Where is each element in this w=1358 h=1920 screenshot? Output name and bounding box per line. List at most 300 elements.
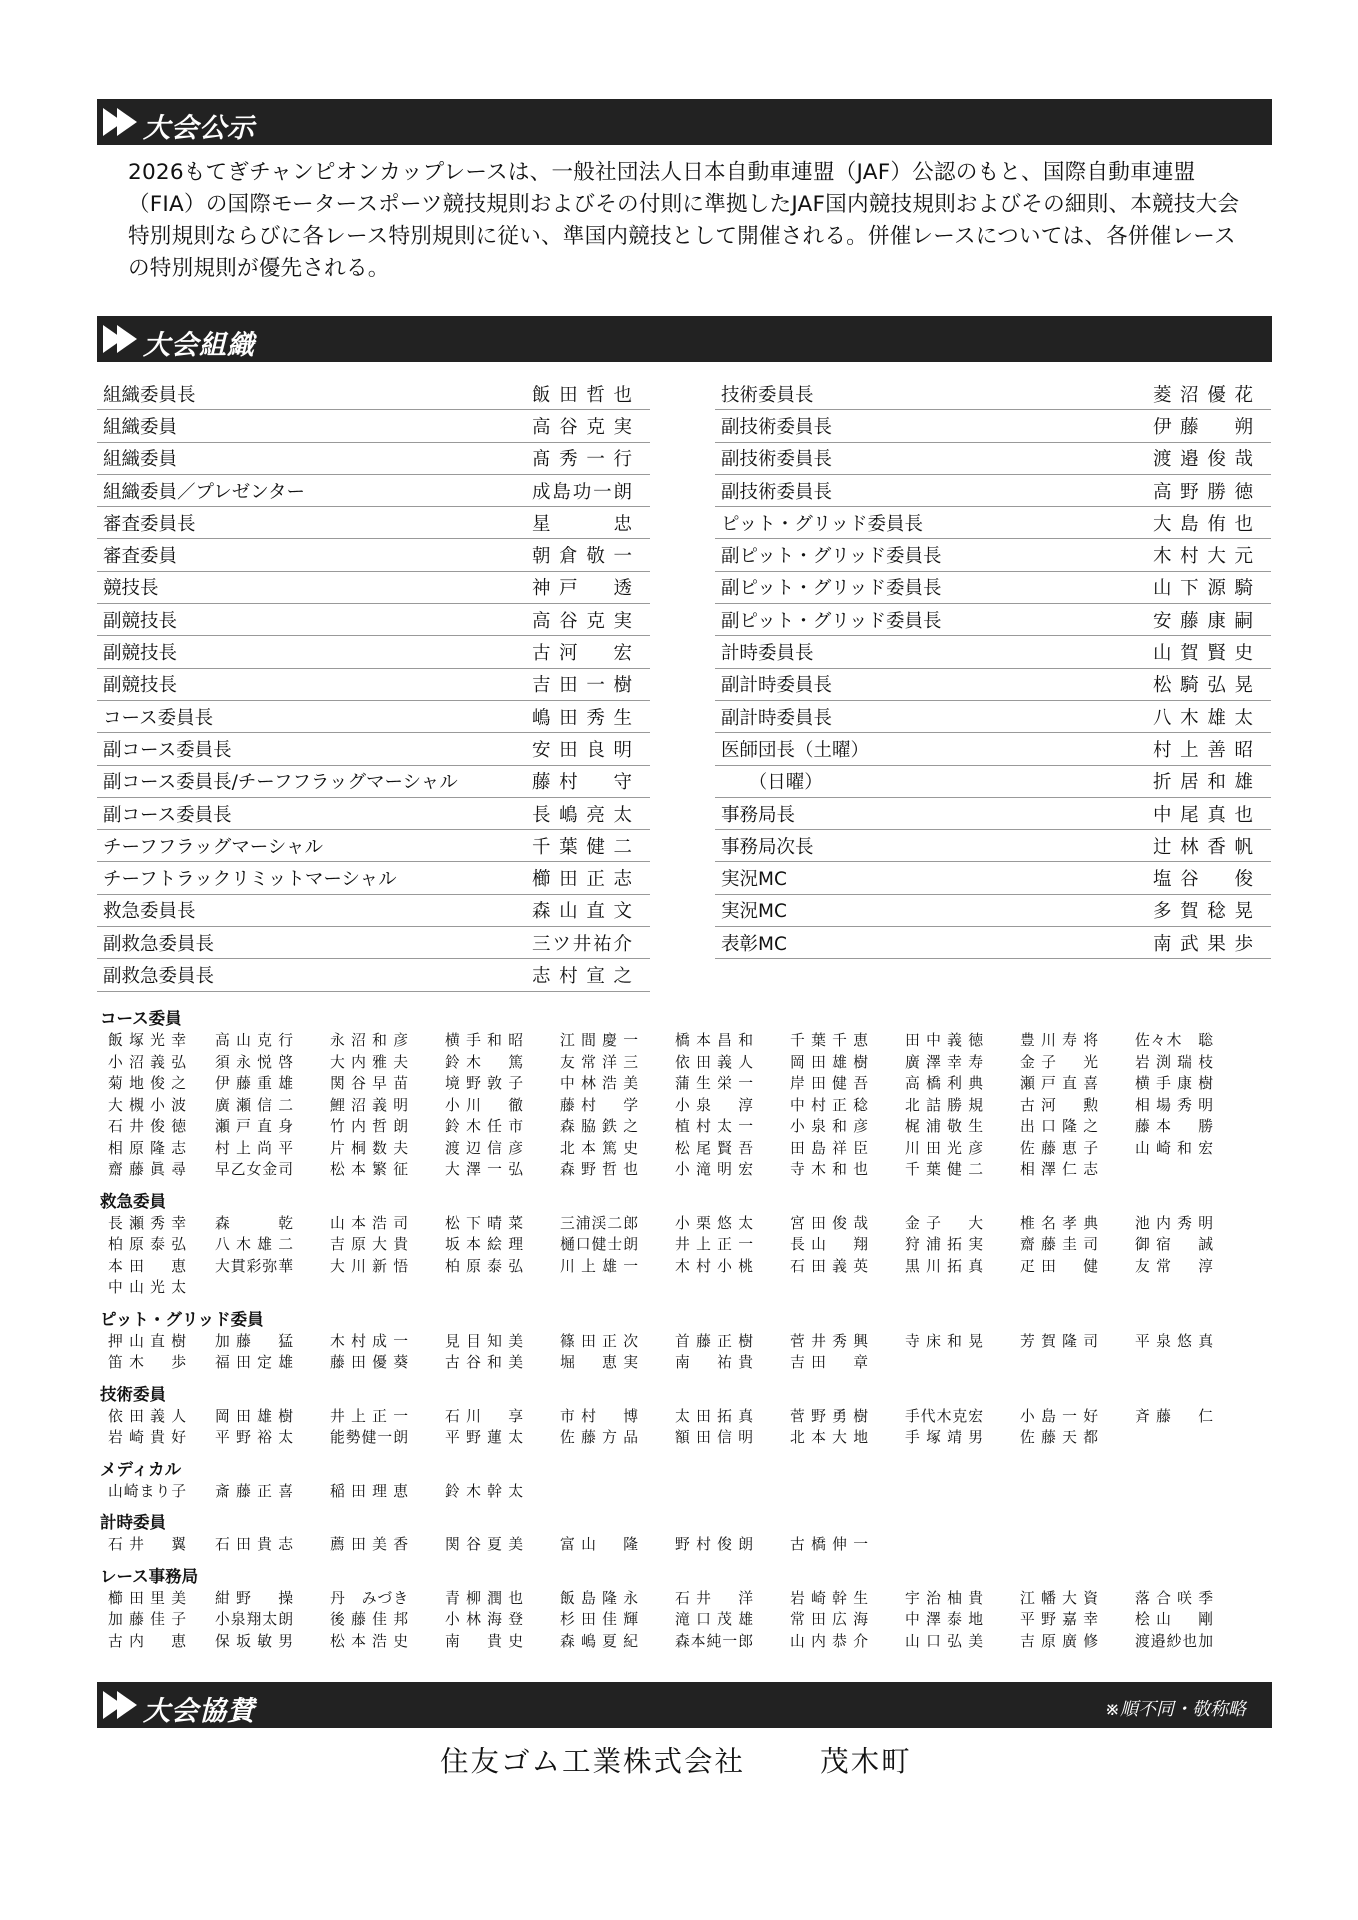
staff-name: 長瀬秀幸 <box>108 1214 186 1232</box>
staff-name: 八木雄二 <box>215 1236 293 1253</box>
official-name: 神戸 透 <box>532 578 632 600</box>
official-name: 山下源騎 <box>1153 578 1253 600</box>
staff-row <box>100 1213 1272 1235</box>
staff-name: 木村小桃 <box>675 1257 753 1275</box>
staff-name: 木村成一 <box>330 1332 408 1350</box>
official-role: 副計時委員長 <box>721 675 833 697</box>
sponsor-name: 住友ゴム工業株式会社 <box>440 1745 746 1778</box>
official-name: 八木雄太 <box>1153 707 1253 729</box>
staff-group <box>100 1309 1272 1374</box>
staff-name: 滝口茂雄 <box>675 1611 753 1628</box>
staff-name: 笛木 歩 <box>108 1354 186 1371</box>
staff-name: 菊地俊之 <box>108 1075 186 1092</box>
staff-group <box>100 1566 1272 1653</box>
staff-name: 佐々木 聡 <box>1135 1032 1213 1049</box>
staff-name: 森野哲也 <box>560 1161 638 1178</box>
staff-name: 佐藤天都 <box>1020 1429 1098 1446</box>
official-row <box>715 927 1271 959</box>
staff-name: 依田義人 <box>675 1053 753 1071</box>
official-role: 副ピット・グリッド委員長 <box>721 610 942 632</box>
staff-name: 古橋伸一 <box>790 1536 868 1553</box>
official-row <box>97 669 650 701</box>
official-row <box>715 669 1271 701</box>
staff-group <box>100 1512 1272 1556</box>
staff-name: 松本浩史 <box>330 1632 408 1650</box>
staff-name: 額田信明 <box>675 1429 753 1446</box>
official-role: （日曜） <box>721 772 823 794</box>
staff-name: 石井 翼 <box>108 1536 186 1553</box>
staff-name: 富山 隆 <box>560 1536 638 1553</box>
official-name: 櫛田正志 <box>532 869 632 891</box>
staff-row <box>100 1095 1272 1117</box>
staff-name: 中澤泰地 <box>905 1611 983 1628</box>
section-header-sponsors <box>97 1682 1272 1728</box>
official-name: 渡邉俊哉 <box>1153 449 1253 471</box>
staff-name: 斉藤 仁 <box>1135 1407 1213 1425</box>
staff-name: 吉原大貴 <box>330 1236 408 1253</box>
staff-name: 市村 博 <box>560 1407 638 1425</box>
official-role: 実況MC <box>721 901 787 923</box>
official-name: 塩谷 俊 <box>1153 869 1253 891</box>
staff-name: 大内雅夫 <box>330 1053 408 1071</box>
staff-name: 中山光太 <box>108 1279 186 1296</box>
staff-row <box>100 1534 1272 1556</box>
staff-name: 見目知美 <box>445 1332 523 1350</box>
staff-group <box>100 1384 1272 1449</box>
staff-name: 森脇鉄之 <box>560 1118 638 1135</box>
official-role: 計時委員長 <box>721 643 814 665</box>
staff-name: 井上正一 <box>330 1407 408 1425</box>
official-role: 副技術委員長 <box>721 481 833 503</box>
staff-name: 加藤佳子 <box>108 1611 186 1628</box>
staff-group <box>100 1008 1272 1181</box>
staff-name: 斎藤正喜 <box>215 1482 293 1500</box>
staff-name: 山口弘美 <box>905 1632 983 1650</box>
staff-row <box>100 1331 1272 1353</box>
official-name: 松騎弘晃 <box>1153 675 1253 697</box>
staff-name: 竹内哲朗 <box>330 1118 408 1135</box>
staff-name: 松本繁征 <box>330 1161 408 1178</box>
staff-row <box>100 1138 1272 1160</box>
staff-name: 関谷早苗 <box>330 1075 408 1092</box>
staff-name: 芳賀隆司 <box>1020 1332 1098 1350</box>
staff-name: 村上尚平 <box>215 1139 293 1157</box>
official-role: 技術委員長 <box>721 384 814 406</box>
staff-name: 井上正一 <box>675 1236 753 1253</box>
official-row <box>97 766 650 798</box>
official-row <box>715 733 1271 765</box>
official-role: 副競技長 <box>103 610 178 632</box>
staff-name: 三浦渓二郎 <box>560 1214 638 1232</box>
official-row <box>715 701 1271 733</box>
staff-name: 鈴木 篤 <box>445 1053 523 1071</box>
sponsor-note: ※順不同・敬称略 <box>1104 1699 1246 1720</box>
officials-table-right <box>715 378 1271 959</box>
official-row <box>97 798 650 830</box>
official-row <box>97 927 650 959</box>
staff-name: 森 乾 <box>215 1214 293 1232</box>
staff-group-title: コース委員 <box>100 1009 182 1028</box>
staff-name: 石田義英 <box>790 1257 868 1275</box>
staff-name: 小泉 淳 <box>675 1096 753 1114</box>
officials-table-left <box>97 378 650 992</box>
staff-name: 平野蓮太 <box>445 1429 523 1446</box>
official-role: 審査委員長 <box>103 513 196 535</box>
official-role: 競技長 <box>103 578 159 600</box>
staff-name: 田島祥臣 <box>790 1139 868 1157</box>
staff-name: 岩崎幹生 <box>790 1589 868 1607</box>
staff-name: 岩渕瑞枝 <box>1135 1053 1213 1071</box>
official-role: 審査委員 <box>103 546 178 568</box>
official-name: 村上善昭 <box>1153 739 1253 761</box>
staff-name: 平野裕太 <box>215 1429 293 1446</box>
official-name: 成島功一朗 <box>532 481 632 503</box>
staff-name: 椎名孝典 <box>1020 1214 1098 1232</box>
staff-name: 山本浩司 <box>330 1214 408 1232</box>
official-row <box>97 895 650 927</box>
official-name: 高谷克実 <box>532 416 632 438</box>
official-name: 千葉健二 <box>532 836 632 858</box>
staff-row <box>100 1588 1272 1610</box>
staff-row <box>100 1052 1272 1074</box>
staff-name: 手代木克宏 <box>905 1407 983 1425</box>
official-row <box>97 475 650 507</box>
section-header-organization <box>97 316 1272 362</box>
staff-name: 友常洋三 <box>560 1053 638 1071</box>
staff-row <box>100 1234 1272 1256</box>
staff-name: 長山 翔 <box>790 1236 868 1253</box>
official-row <box>715 862 1271 894</box>
staff-row <box>100 1481 1272 1503</box>
staff-name: 石井 洋 <box>675 1589 753 1607</box>
staff-name: 友常 淳 <box>1135 1257 1213 1275</box>
staff-row <box>100 1277 1272 1299</box>
staff-row <box>100 1406 1272 1428</box>
staff-name: 小栗悠太 <box>675 1214 753 1232</box>
staff-name: 関谷夏美 <box>445 1536 523 1553</box>
official-name: 志村宣之 <box>532 965 632 987</box>
notice-text: 2026もてぎチャンピオンカップレースは、一般社団法人日本自動車連盟（JAF）公認のもと、国際自動車連盟（FIA）の国際モータースポーツ競技規則およびその付則に準拠したJAF国内競技規則およびその細則、本競技大会特別規則ならびに各レース特別規則に従い、準国内競技として開催される。併催レースについては、各併催レースの特別規則が優先される。 <box>128 160 1240 281</box>
staff-name: 岸田健吾 <box>790 1075 868 1092</box>
official-row <box>715 410 1271 442</box>
staff-name: 山崎まり子 <box>108 1482 186 1500</box>
staff-name: 紺野 操 <box>215 1589 293 1607</box>
official-row <box>97 701 650 733</box>
staff-name: 佐藤恵子 <box>1020 1139 1098 1157</box>
staff-row <box>100 1631 1272 1653</box>
staff-name: 櫛田里美 <box>108 1589 186 1607</box>
staff-name: 平泉悠真 <box>1135 1332 1213 1350</box>
staff-name: 本田 恵 <box>108 1257 186 1275</box>
staff-name: 稲田理恵 <box>330 1482 408 1500</box>
staff-name: 小林海登 <box>445 1611 523 1628</box>
staff-name: 山崎和宏 <box>1135 1139 1213 1157</box>
official-name: 山賀賢史 <box>1153 643 1253 665</box>
official-row <box>97 410 650 442</box>
staff-name: 植村太一 <box>675 1118 753 1135</box>
official-row <box>715 443 1271 475</box>
staff-name: 藤田優葵 <box>330 1354 408 1371</box>
official-row <box>97 959 650 991</box>
staff-name: 金子 大 <box>905 1214 983 1232</box>
staff-name: 藤本 勝 <box>1135 1118 1213 1135</box>
staff-name: 岡田雄樹 <box>790 1053 868 1071</box>
official-name: 中尾真也 <box>1153 804 1253 826</box>
section-title: 大会組織 <box>143 330 255 361</box>
staff-group-title: レース事務局 <box>100 1566 199 1586</box>
staff-name: 相澤仁志 <box>1020 1161 1098 1178</box>
staff-name: 渡辺信彦 <box>445 1139 523 1157</box>
official-name: 星 忠 <box>532 513 632 535</box>
staff-name: 佐藤方品 <box>560 1429 638 1446</box>
staff-name: 中林浩美 <box>560 1075 638 1092</box>
staff-name: 中村正稔 <box>790 1096 868 1114</box>
staff-name: 太田拓真 <box>675 1407 753 1425</box>
official-name: 髙秀一行 <box>532 449 632 471</box>
staff-name: 小川 徹 <box>445 1096 523 1114</box>
staff-name: 石井俊徳 <box>108 1118 186 1135</box>
official-role: 副競技長 <box>103 675 178 697</box>
official-name: 安藤康嗣 <box>1153 610 1253 632</box>
official-row <box>715 378 1271 410</box>
official-row <box>715 766 1271 798</box>
staff-name: 吉田 章 <box>790 1354 868 1371</box>
staff-group-title: 救急委員 <box>100 1191 166 1211</box>
staff-name: 薦田美香 <box>330 1536 408 1553</box>
section-header-notice <box>97 99 1272 145</box>
staff-name: 保坂敏男 <box>215 1632 293 1650</box>
staff-name: 森嶋夏紀 <box>560 1632 638 1650</box>
official-name: 三ツ井祐介 <box>532 933 632 955</box>
staff-name: 大貫彩弥華 <box>215 1257 293 1275</box>
staff-name: 小島一好 <box>1020 1407 1098 1425</box>
staff-name: 石川 享 <box>445 1407 523 1425</box>
staff-name: 古河 勲 <box>1020 1096 1098 1114</box>
staff-name: 古谷和美 <box>445 1354 523 1371</box>
staff-name: 狩浦拓実 <box>905 1236 983 1253</box>
arrow-icon <box>117 1691 137 1719</box>
staff-name: 境野敦子 <box>445 1075 523 1092</box>
staff-name: 押山直樹 <box>108 1332 186 1350</box>
staff-name: 青柳潤也 <box>445 1589 523 1607</box>
staff-name: 能勢健一朗 <box>330 1429 408 1446</box>
staff-name: 宮田俊哉 <box>790 1214 868 1232</box>
official-role: 実況MC <box>721 869 787 891</box>
staff-name: 片桐数夫 <box>330 1139 408 1157</box>
staff-name: 常田広海 <box>790 1611 868 1628</box>
staff-name: 梶浦敬生 <box>905 1118 983 1135</box>
official-row <box>715 895 1271 927</box>
staff-row <box>100 1352 1272 1374</box>
staff-name: 藤村 学 <box>560 1096 638 1114</box>
staff-name: 廣瀬信二 <box>215 1096 293 1114</box>
staff-name: 小滝明宏 <box>675 1161 753 1178</box>
staff-group <box>100 1459 1272 1503</box>
staff-name: 石田貴志 <box>215 1536 293 1553</box>
official-role: 表彰MC <box>721 933 787 955</box>
official-name: 藤村 守 <box>532 772 632 794</box>
staff-group-title: メディカル <box>100 1459 182 1479</box>
official-name: 高野勝徳 <box>1153 481 1253 503</box>
staff-group-title: ピット・グリッド委員 <box>100 1309 264 1329</box>
arrow-icon <box>117 108 137 136</box>
staff-name: 菅井秀興 <box>790 1332 868 1350</box>
official-role: 組織委員 <box>103 449 178 471</box>
official-role: チーフフラッグマーシャル <box>103 836 323 858</box>
staff-group-title: 技術委員 <box>100 1384 166 1404</box>
staff-row <box>100 1256 1272 1278</box>
staff-name: 柏原泰弘 <box>108 1236 186 1253</box>
official-row <box>97 443 650 475</box>
staff-name: 岡田雄樹 <box>215 1407 293 1425</box>
staff-name: 橋本昌和 <box>675 1032 753 1049</box>
staff-name: 横手康樹 <box>1135 1075 1213 1092</box>
staff-name: 松下晴菜 <box>445 1214 523 1232</box>
staff-name: 岩崎貴好 <box>108 1429 186 1446</box>
official-row <box>97 507 650 539</box>
staff-name: 平野嘉幸 <box>1020 1611 1098 1628</box>
staff-name: 首藤正樹 <box>675 1332 753 1350</box>
section-title: 大会公示 <box>143 113 255 144</box>
staff-name: 篠田正次 <box>560 1332 638 1350</box>
staff-name: 依田義人 <box>108 1407 186 1425</box>
staff-name: 相原隆志 <box>108 1139 186 1157</box>
staff-name: 高橋利典 <box>905 1075 983 1092</box>
staff-name: 福田定雄 <box>215 1354 293 1371</box>
staff-name: 松尾賢吾 <box>675 1139 753 1157</box>
official-name: 古河 宏 <box>532 643 632 665</box>
official-role: 副救急委員長 <box>103 933 215 955</box>
staff-name: 大槻小波 <box>108 1096 186 1114</box>
official-role: 事務局次長 <box>721 836 814 858</box>
staff-name: 坂本絵理 <box>445 1236 523 1253</box>
official-role: 副技術委員長 <box>721 416 833 438</box>
staff-group <box>100 1191 1272 1299</box>
staff-name: 横手和昭 <box>445 1032 523 1049</box>
official-name: 吉田一樹 <box>532 675 632 697</box>
official-role: 事務局長 <box>721 804 796 826</box>
official-row <box>715 798 1271 830</box>
official-role: 副コース委員長/チーフフラッグマーシャル <box>103 772 458 794</box>
official-row <box>97 733 650 765</box>
staff-name: 相場秀明 <box>1135 1096 1213 1114</box>
official-role: 副ピット・グリッド委員長 <box>721 546 942 568</box>
staff-row <box>100 1609 1272 1631</box>
staff-name: 落合咲季 <box>1135 1589 1213 1607</box>
staff-name: 宇治柚貴 <box>905 1589 983 1607</box>
staff-name: 飯島隆永 <box>560 1589 638 1607</box>
staff-name: 川上雄一 <box>560 1257 638 1275</box>
official-row <box>715 507 1271 539</box>
staff-name: 北本大地 <box>790 1429 868 1446</box>
official-role: ピット・グリッド委員長 <box>721 513 924 535</box>
official-role: チーフトラックリミットマーシャル <box>103 869 397 891</box>
official-row <box>715 572 1271 604</box>
staff-name: 黒川拓真 <box>905 1257 983 1275</box>
official-name: 朝倉敬一 <box>532 546 632 568</box>
staff-name: 飯塚光幸 <box>108 1032 186 1049</box>
staff-name: 樋口健士朗 <box>560 1236 638 1253</box>
staff-name: 柏原泰弘 <box>445 1257 523 1275</box>
staff-name: 丹 みづき <box>330 1589 408 1607</box>
staff-row <box>100 1073 1272 1095</box>
official-role: 副救急委員長 <box>103 965 215 987</box>
official-name: 折居和雄 <box>1153 772 1253 794</box>
official-row <box>97 572 650 604</box>
staff-name: 鯉沼義明 <box>330 1096 408 1114</box>
staff-name: 千葉健二 <box>905 1161 983 1178</box>
staff-name: 永沼和彦 <box>330 1032 408 1049</box>
official-name: 安田良明 <box>532 739 632 761</box>
official-name: 森山直文 <box>532 901 632 923</box>
official-name: 大島侑也 <box>1153 513 1253 535</box>
official-name: 嶋田秀生 <box>532 707 632 729</box>
staff-name: 北本篤史 <box>560 1139 638 1157</box>
official-role: 組織委員長 <box>103 384 196 406</box>
staff-name: 桧山 剛 <box>1135 1611 1213 1628</box>
staff-name: 早乙女金司 <box>215 1161 293 1178</box>
official-row <box>715 604 1271 636</box>
staff-name: 小沼義弘 <box>108 1053 186 1071</box>
staff-name: 鈴木任市 <box>445 1118 523 1135</box>
staff-name: 山内恭介 <box>790 1632 868 1650</box>
staff-name: 江幡大資 <box>1020 1589 1098 1607</box>
official-role: 副競技長 <box>103 643 178 665</box>
staff-name: 江間慶一 <box>560 1032 638 1049</box>
official-row <box>715 539 1271 571</box>
staff-name: 田中義徳 <box>905 1032 983 1049</box>
staff-row <box>100 1116 1272 1138</box>
sponsor-name: 茂木町 <box>820 1745 912 1778</box>
staff-group-title: 計時委員 <box>100 1513 166 1532</box>
staff-row <box>100 1159 1272 1181</box>
staff-name: 齋藤眞尋 <box>108 1161 186 1178</box>
official-row <box>97 862 650 894</box>
official-row <box>715 830 1271 862</box>
staff-name: 鈴木幹太 <box>445 1482 523 1500</box>
staff-name: 寺木和也 <box>790 1161 868 1178</box>
staff-name: 小泉和彦 <box>790 1118 868 1135</box>
official-name: 長嶋亮太 <box>532 804 632 826</box>
staff-name: 大澤一弘 <box>445 1161 523 1178</box>
official-role: 副コース委員長 <box>103 739 232 761</box>
staff-name: 寺床和晃 <box>905 1332 983 1350</box>
official-row <box>97 830 650 862</box>
staff-name: 小泉翔太朗 <box>215 1611 293 1628</box>
official-row <box>715 636 1271 668</box>
official-role: 組織委員 <box>103 416 178 438</box>
official-name: 木村大元 <box>1153 546 1253 568</box>
sponsor-list <box>440 1739 976 1780</box>
official-row <box>715 475 1271 507</box>
section-title: 大会協賛 <box>143 1696 255 1727</box>
staff-name: 金子 光 <box>1020 1053 1098 1071</box>
official-role: 副計時委員長 <box>721 707 833 729</box>
staff-name: 古内 恵 <box>108 1632 186 1650</box>
staff-name: 伊藤重雄 <box>215 1075 293 1092</box>
official-name: 菱沼優花 <box>1153 384 1253 406</box>
staff-name: 杉田佳輝 <box>560 1611 638 1628</box>
staff-name: 後藤佳邦 <box>330 1611 408 1628</box>
staff-name: 須永悦啓 <box>215 1053 293 1071</box>
official-row <box>97 636 650 668</box>
official-row <box>97 539 650 571</box>
staff-name: 野村俊朗 <box>675 1536 753 1553</box>
staff-name: 南 祐貴 <box>675 1354 753 1371</box>
official-name: 多賀稔晃 <box>1153 901 1253 923</box>
official-name: 伊藤 朔 <box>1153 416 1253 438</box>
official-name: 南武果歩 <box>1153 933 1253 955</box>
